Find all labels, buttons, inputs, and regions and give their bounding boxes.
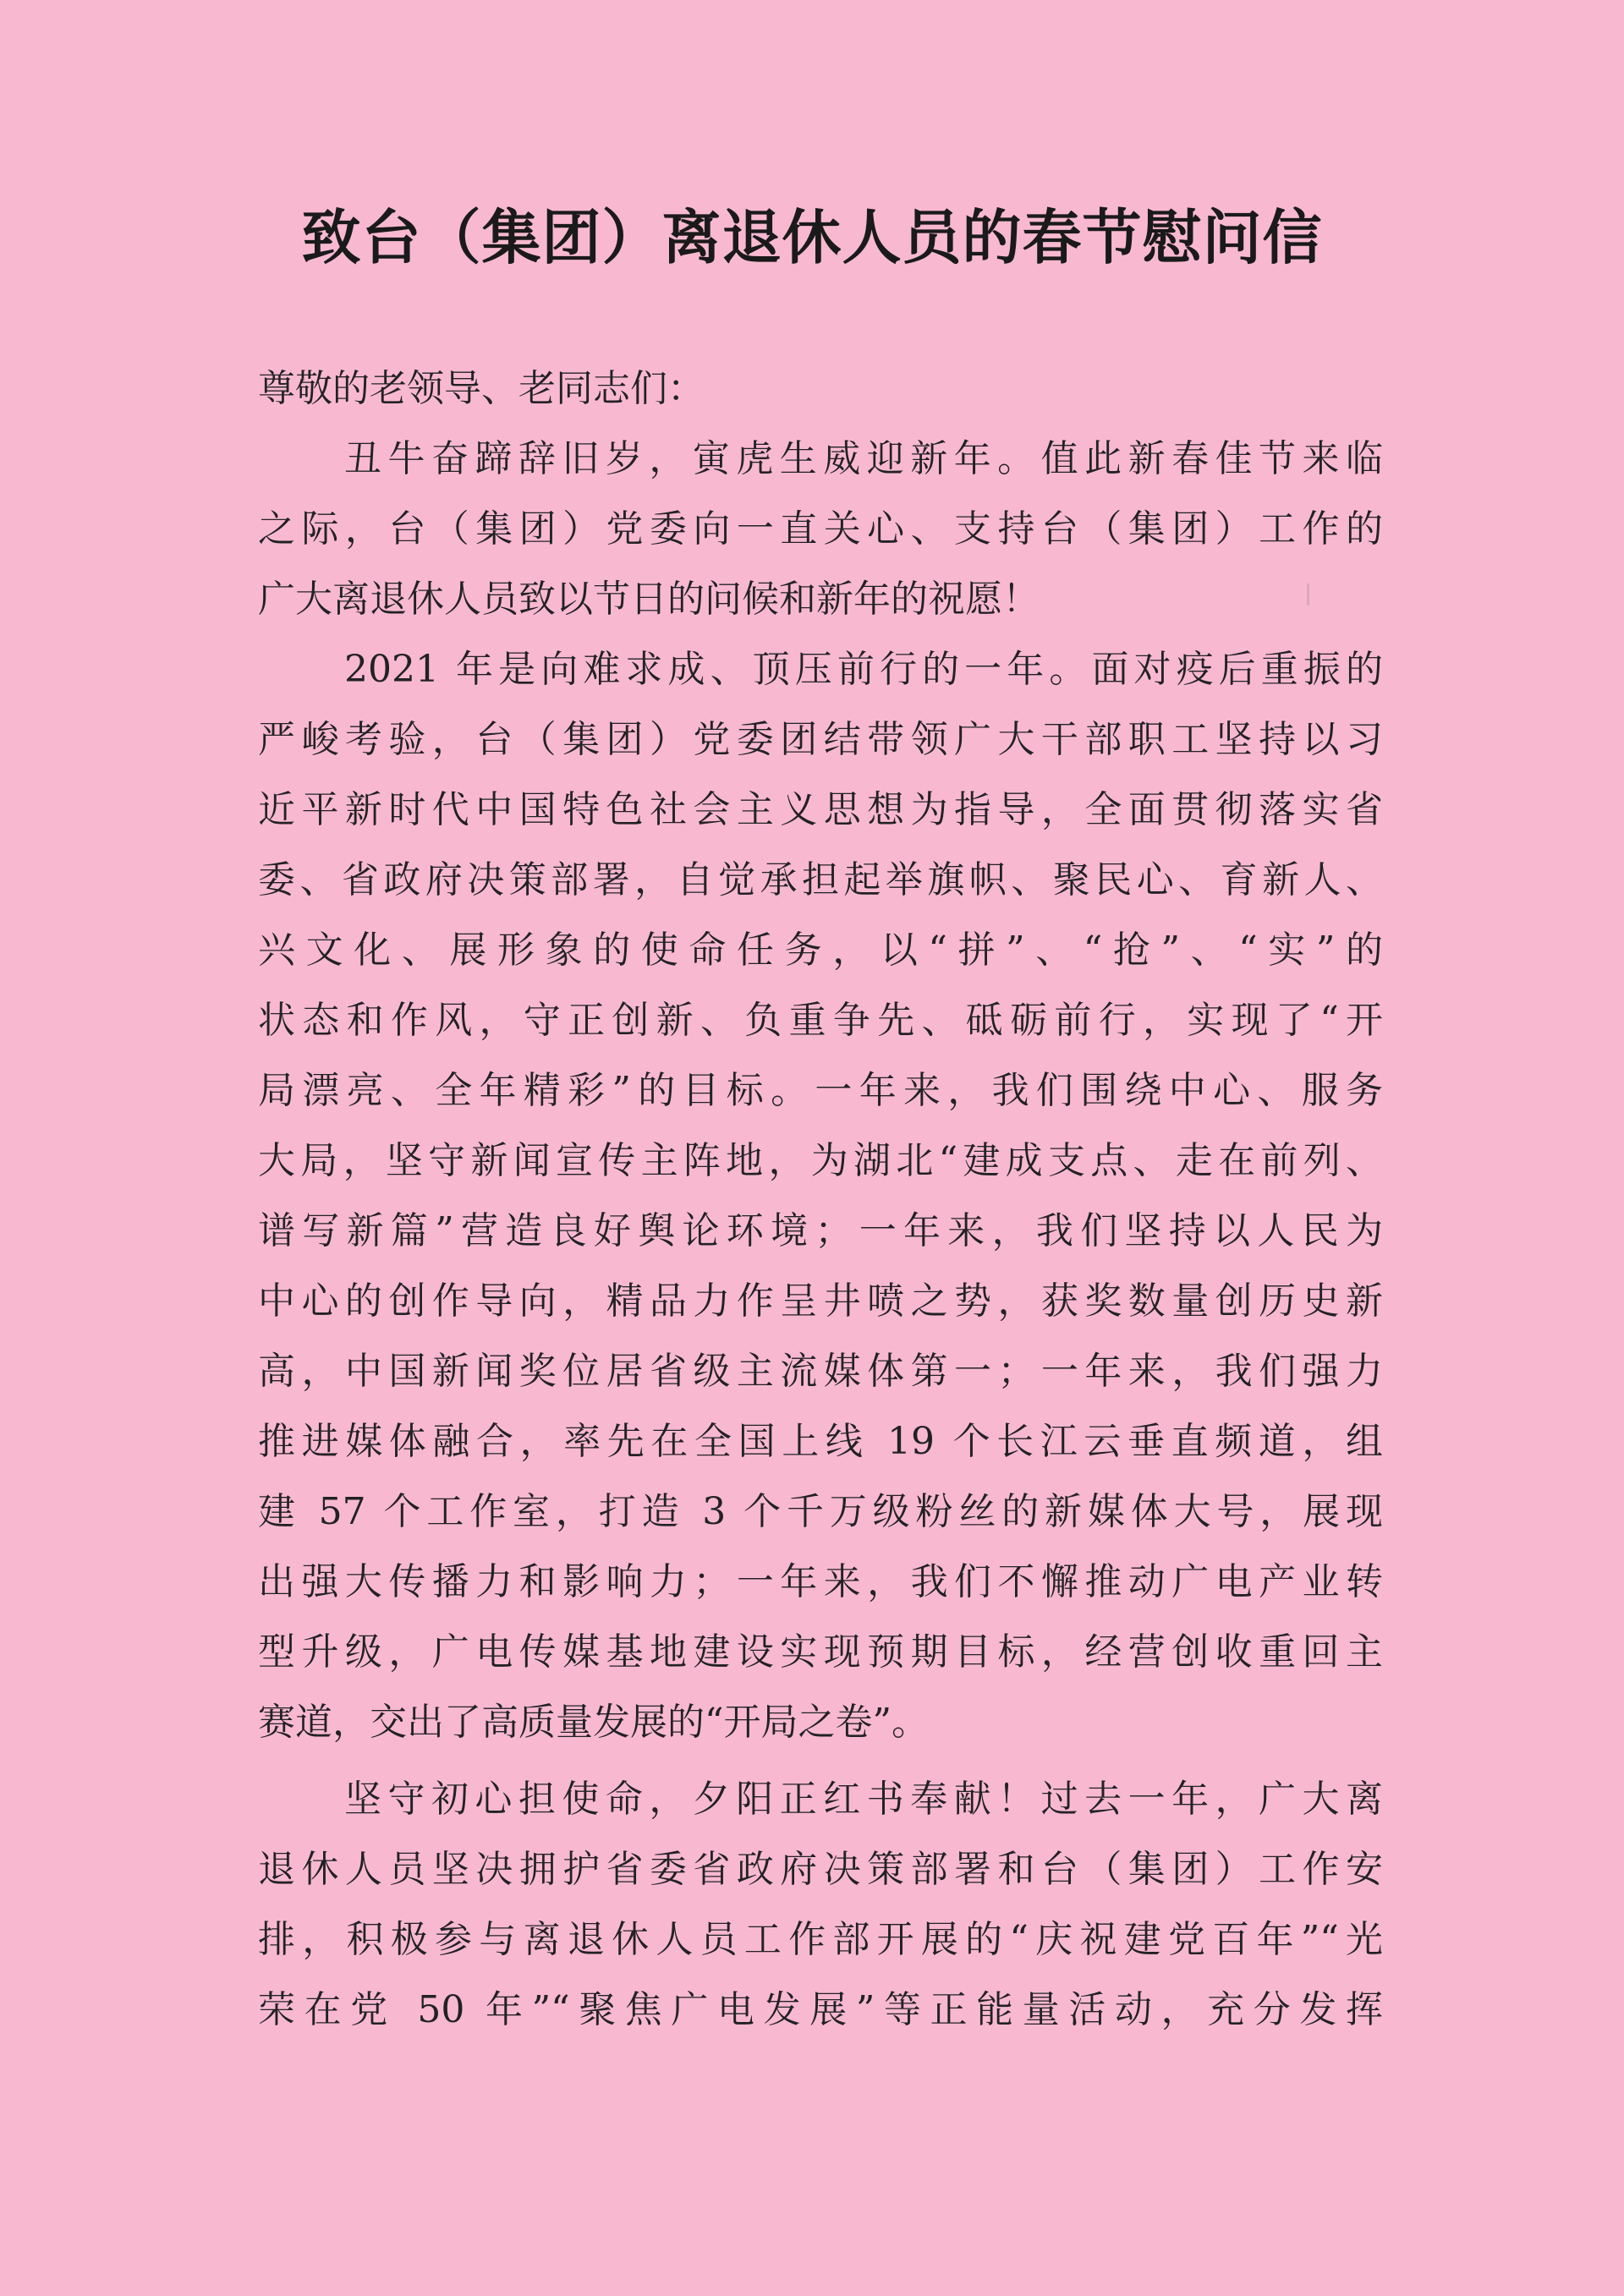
- paragraph-line: 近平新时代中国特色社会主义思想为指导，全面贯彻落实省: [258, 788, 1383, 831]
- paragraph-3: [258, 1764, 1383, 2045]
- letter-title: 致台（集团）离退休人员的春节慰问信: [301, 202, 1323, 272]
- scan-speck: [1307, 584, 1309, 606]
- salutation: 尊敬的老领导、老同志们：: [258, 367, 705, 410]
- paragraph-line: 坚守初心担使命，夕阳正红书奉献！过去一年，广大离: [344, 1778, 1383, 1821]
- paragraph-line: 局漂亮、全年精彩”的目标。一年来，我们围绕中心、服务: [258, 1069, 1383, 1112]
- paragraph-line: 广大离退休人员致以节日的问候和新年的祝愿！: [258, 578, 1040, 621]
- paragraph-gap: [258, 1757, 1383, 1764]
- paragraph-line: 2021 年是向难求成、顶压前行的一年。面对疫后重振的: [344, 648, 1383, 691]
- paragraph-line: 状态和作风，守正创新、负重争先、砥砺前行，实现了“开: [258, 999, 1383, 1042]
- paragraph-line: 型升级，广电传媒基地建设实现预期目标，经营创收重回主: [258, 1630, 1383, 1674]
- paragraph-line: 荣在党 50 年”“聚焦广电发展”等正能量活动，充分发挥: [258, 1988, 1383, 2031]
- paragraph-line: 大局，坚守新闻宣传主阵地，为湖北“建成支点、走在前列、: [258, 1139, 1383, 1182]
- paragraph-line: 兴文化、展形象的使命任务，以“拼”、“抢”、“实”的: [258, 929, 1383, 972]
- paragraph-line: 严峻考验，台（集团）党委团结带领广大干部职工坚持以习: [258, 718, 1383, 761]
- paragraph-line: 推进媒体融合，率先在全国上线 19 个长江云垂直频道，组: [258, 1420, 1383, 1463]
- paragraph-line: 赛道，交出了高质量发展的“开局之卷”。: [258, 1701, 929, 1744]
- paragraph-line: 委、省政府决策部署，自觉承担起举旗帜、聚民心、育新人、: [258, 858, 1383, 901]
- paragraph-line: 建 57 个工作室，打造 3 个千万级粉丝的新媒体大号，展现: [258, 1490, 1383, 1533]
- paragraph-1: [258, 424, 1383, 634]
- paragraph-line: 退休人员坚决拥护省委省政府决策部署和台（集团）工作安: [258, 1848, 1383, 1891]
- paragraph-2: [258, 634, 1383, 1757]
- letter-body: [258, 353, 1383, 2045]
- paragraph-line: 排，积极参与离退休人员工作部开展的“庆祝建党百年”“光: [258, 1918, 1383, 1961]
- paragraph-line: 丑牛奋蹄辞旧岁，寅虎生威迎新年。值此新春佳节来临: [344, 437, 1383, 480]
- paragraph-line: 出强大传播力和影响力；一年来，我们不懈推动广电产业转: [258, 1560, 1383, 1603]
- paragraph-line: 高，中国新闻奖位居省级主流媒体第一；一年来，我们强力: [258, 1350, 1383, 1393]
- paragraph-line: 之际，台（集团）党委向一直关心、支持台（集团）工作的: [258, 507, 1383, 551]
- paragraph-line: 谱写新篇”营造良好舆论环境；一年来，我们坚持以人民为: [258, 1209, 1383, 1252]
- paragraph-line: 中心的创作导向，精品力作呈井喷之势，获奖数量创历史新: [258, 1280, 1383, 1323]
